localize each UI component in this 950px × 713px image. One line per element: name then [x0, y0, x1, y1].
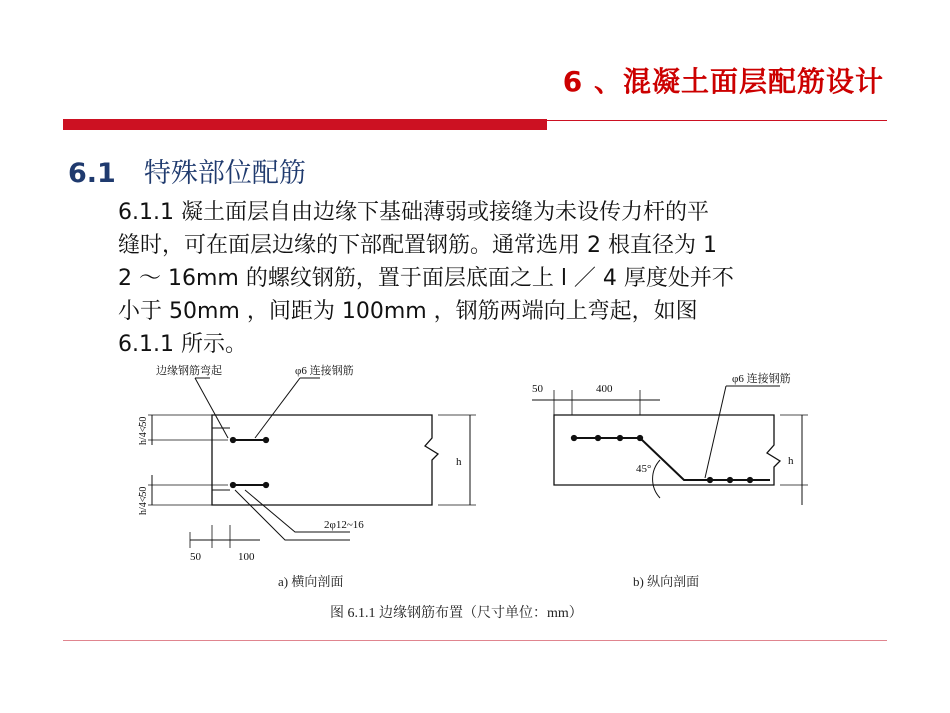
label-top-dim: h/4≮50 — [138, 416, 149, 445]
body-paragraph — [118, 196, 878, 361]
label-connect-bar-left: φ6 连接钢筋 — [295, 365, 354, 377]
label-h-right: h — [788, 455, 794, 467]
rebar-figure — [120, 360, 840, 600]
rebar-dot — [618, 436, 623, 441]
title-underline-rule — [547, 120, 887, 121]
label-dim-100: 100 — [238, 551, 255, 563]
rebar-dot — [264, 483, 269, 488]
label-bottom-dim: h/4≮50 — [138, 486, 149, 515]
rebar-dot — [264, 438, 269, 443]
label-dim-50-right: 50 — [532, 383, 543, 395]
right-slab-outline — [554, 415, 780, 485]
label-angle: 45° — [636, 463, 652, 475]
paragraph-line: 小于 50mm ，间距为 100mm ，钢筋两端向上弯起，如图 — [118, 299, 698, 324]
rebar-dot — [231, 438, 236, 443]
label-dim-50-left: 50 — [190, 551, 201, 563]
rebar-dot — [231, 483, 236, 488]
slide-title: 6 、混凝土面层配筋设计 — [562, 65, 884, 98]
right-diagram — [532, 386, 808, 505]
paragraph-line: 6.1.1 所示。 — [118, 332, 247, 357]
rebar-dot — [748, 478, 753, 483]
section-heading — [68, 151, 306, 190]
left-diagram — [148, 378, 476, 548]
paragraph-line: 2 ～ 16mm 的螺纹钢筋，置于面层底面之上 l ／ 4 厚度处并不 — [118, 266, 734, 291]
label-bars: 2φ12~16 — [324, 519, 364, 531]
rebar-dot — [596, 436, 601, 441]
title-underline-bar — [63, 119, 547, 130]
right-bent-bar — [572, 438, 770, 480]
paragraph-line: 6.1.1 凝土面层自由边缘下基础薄弱或接缝为未设传力杆的平 — [118, 200, 709, 225]
rebar-dot — [728, 478, 733, 483]
paragraph-line: 缝时，可在面层边缘的下部配置钢筋。通常选用 2 根直径为 1 — [118, 233, 717, 258]
section-number: 6.1 — [68, 158, 116, 189]
rebar-dot — [638, 436, 643, 441]
label-dim-400: 400 — [596, 383, 613, 395]
rebar-dot — [572, 436, 577, 441]
label-edge-bar: 边缘钢筋弯起 — [156, 365, 222, 377]
caption-b: b) 纵向剖面 — [633, 574, 700, 589]
figure-caption: 图 6.1.1 边缘钢筋布置（尺寸单位：mm） — [330, 606, 583, 621]
left-slab-outline — [212, 415, 438, 505]
rebar-dot — [708, 478, 713, 483]
section-title: 特殊部位配筋 — [143, 158, 306, 189]
label-connect-bar-right: φ6 连接钢筋 — [732, 373, 791, 385]
label-h-left: h — [456, 456, 462, 468]
footer-rule — [63, 640, 887, 641]
caption-a: a) 横向剖面 — [278, 574, 344, 589]
